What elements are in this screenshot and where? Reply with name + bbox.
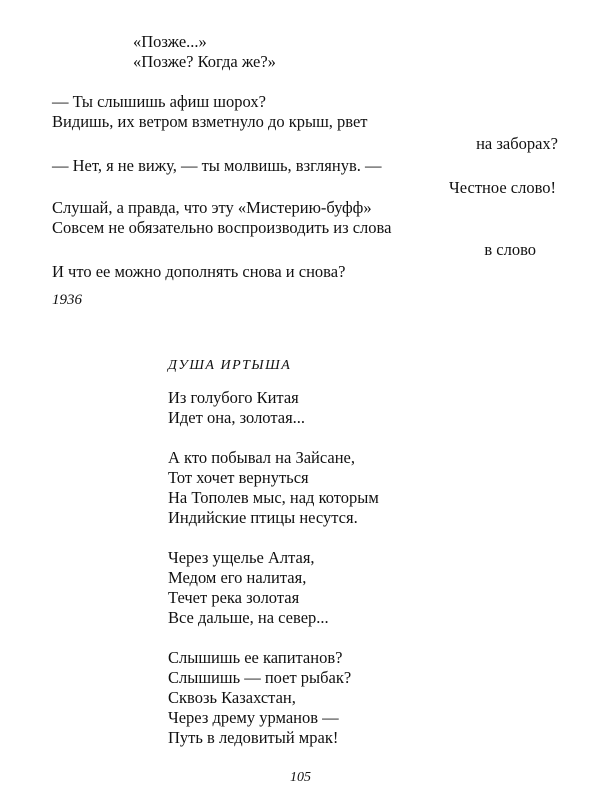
poem-line: — Ты слышишь афиш шорох? <box>52 92 266 111</box>
poem-line: Все дальше, на север... <box>168 608 329 627</box>
poem-line: Тот хочет вернуться <box>168 468 309 487</box>
poem-line: Видишь, их ветром взметнуло до крыш, рвет <box>52 112 368 131</box>
poem-line-indented: в слово <box>484 240 536 259</box>
poem-line: Через ущелье Алтая, <box>168 548 315 567</box>
poem-line: Медом его налитая, <box>168 568 307 587</box>
poem-line-indented: Честное слово! <box>449 178 556 197</box>
poem-line: Течет река золотая <box>168 588 300 607</box>
poem-line: А кто побывал на Зайсане, <box>168 448 355 467</box>
poem-year: 1936 <box>52 292 82 308</box>
poem-line: Путь в ледовитый мрак! <box>168 728 339 747</box>
poem-line: «Позже? Когда же?» <box>133 52 276 71</box>
poem-line: «Позже...» <box>133 32 207 51</box>
poem-line: Слушай, а правда, что эту «Мистерию-буфф» <box>52 198 372 217</box>
poem-line: Идет она, золотая... <box>168 408 306 427</box>
poem-line: И что ее можно дополнять снова и снова? <box>52 262 346 281</box>
poem-title: ДУША ИРТЫША <box>168 358 292 373</box>
poem-line: На Тополев мыс, над которым <box>168 488 379 507</box>
poem-line: Сквозь Казахстан, <box>168 688 296 707</box>
poem-line: — Нет, я не вижу, — ты молвишь, взглянув. — <box>52 156 382 175</box>
poem-line-indented: на заборах? <box>476 134 558 153</box>
poem-line: Совсем не обязательно воспроизводить из слова <box>52 218 392 237</box>
poem-line: Через дрему урманов — <box>168 708 339 727</box>
poem-line: Из голубого Китая <box>168 388 299 407</box>
poem-line: Слышишь — поет рыбак? <box>168 668 352 687</box>
poem-line: Индийские птицы несутся. <box>168 508 358 527</box>
page-number: 105 <box>290 770 311 785</box>
poem-line: Слышишь ее капитанов? <box>168 648 343 667</box>
